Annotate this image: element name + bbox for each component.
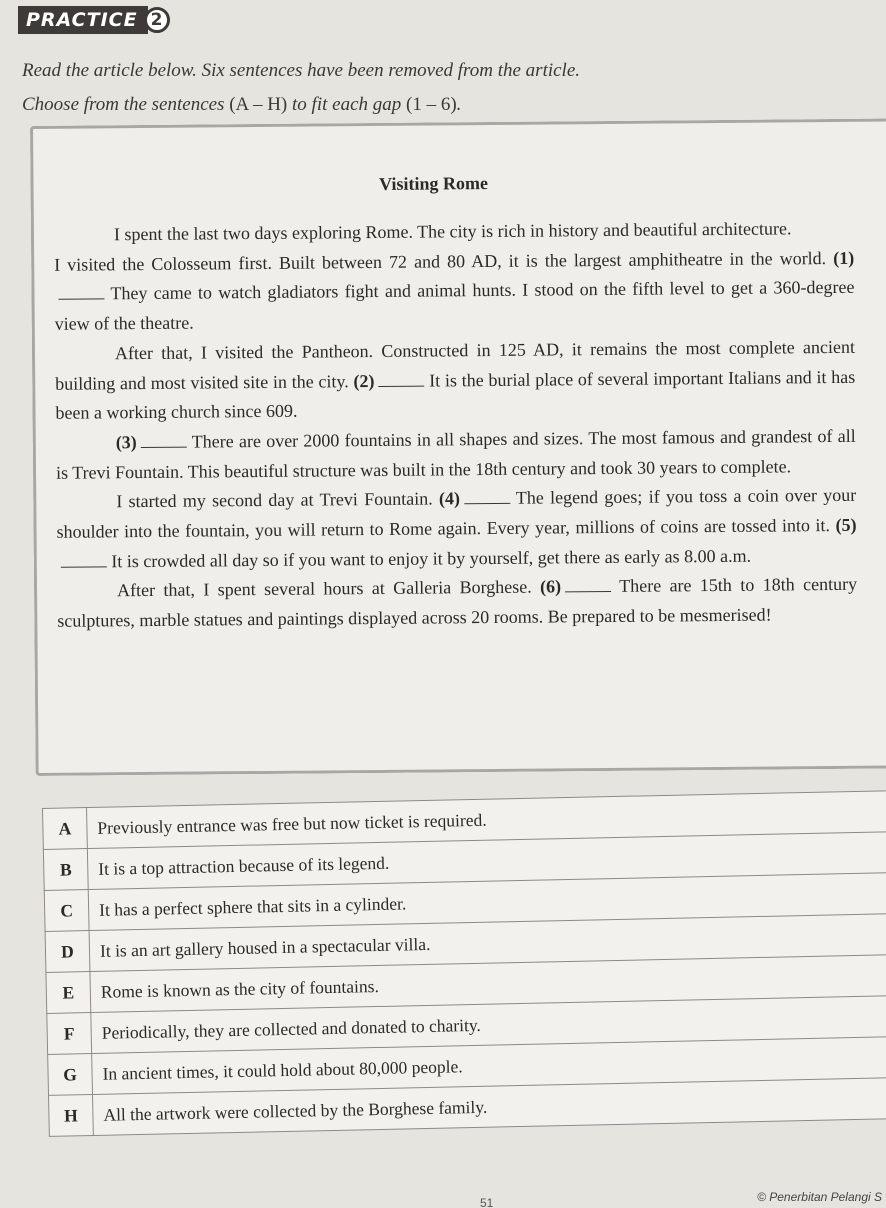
option-text: It has a perfect sphere that sits in a cylinder. (88, 873, 886, 931)
gap-range: (1 – 6) (406, 94, 457, 115)
publisher-credit: © Penerbitan Pelangi S (757, 1190, 882, 1204)
practice-header (18, 6, 170, 34)
gap-2-label: (2) (353, 370, 375, 391)
gap-6-blank[interactable] (565, 578, 611, 592)
gap-3-blank[interactable] (141, 434, 187, 448)
practice-number: 2 (144, 7, 170, 33)
gap-5-label: (5) (835, 514, 857, 536)
option-letter: B (43, 849, 88, 891)
instruction-text: . (456, 94, 462, 115)
option-letter: H (49, 1095, 94, 1137)
gap-1-label: (1) (833, 247, 855, 268)
paragraph-text: I visited the Colosseum first. Built between 72 and 80 AD, it is the largest amphitheatre in the world. (54, 247, 827, 275)
gap-4-blank[interactable] (464, 490, 510, 504)
option-letter: A (43, 808, 88, 850)
paragraph-3 (55, 333, 856, 429)
paragraph-text: The legend goes; if you toss a coin over your shoulder into the fountain, you will return to Rome again. Every year, millions of coins are tossed into it. (56, 485, 857, 542)
option-letter: E (46, 972, 91, 1014)
option-text: In ancient times, it could hold about 80,000 people. (92, 1037, 886, 1095)
instructions (22, 54, 580, 122)
option-letter: D (45, 931, 90, 973)
option-letter: F (47, 1013, 92, 1055)
paragraph-5 (56, 481, 857, 577)
option-letter: C (44, 890, 89, 932)
gap-2-blank[interactable] (378, 372, 424, 386)
paragraph-text: It is the burial place of several important Italians and it has been a working church since 609. (55, 366, 856, 424)
gap-5-blank[interactable] (61, 553, 107, 567)
paragraph-4 (56, 422, 856, 488)
sentence-range: (A – H) (229, 94, 288, 115)
paragraph-text: After that, I visited the Pantheon. Constructed in 125 AD, it remains the most complete ancient building and most visited site in the city. (55, 336, 856, 394)
instruction-text: to fit each gap (287, 94, 406, 115)
paragraph-text: It is crowded all day so if you want to enjoy it by yourself, get there as early as 8.00 a.m. (111, 545, 752, 572)
paragraph-1: I spent the last two days exploring Rome. The city is rich in history and beautiful architecture. (113, 218, 792, 245)
page-number: 51 (480, 1196, 494, 1208)
option-text: All the artwork were collected by the Borghese family. (93, 1078, 886, 1136)
paragraph-text: There are 15th to 18th century sculptures, marble statues and paintings displayed across 20 rooms. Be prepared to be mesmerised! (57, 574, 858, 631)
paragraph-text: They came to watch gladiators fight and animal hunts. I stood on the fifth level to get a 360-degree view of the theatre. (54, 277, 855, 334)
option-text: Periodically, they are collected and donated to charity. (91, 996, 886, 1054)
article-box (30, 119, 886, 776)
gap-1-blank[interactable] (58, 286, 104, 300)
paragraph-text: I started my second day at Trevi Fountain. (116, 488, 433, 512)
gap-6-label: (6) (540, 576, 562, 598)
option-text: It is a top attraction because of its legend. (87, 832, 886, 890)
instruction-line-1: Read the article below. Six sentences have been removed from the article. (22, 60, 581, 81)
option-text: It is an art gallery housed in a spectacular villa. (89, 914, 886, 972)
instruction-text: Choose from the sentences (22, 94, 230, 115)
gap-4-label: (4) (438, 488, 461, 509)
instruction-line-2 (22, 88, 580, 122)
practice-label: PRACTICE (18, 6, 148, 34)
option-text: Rome is known as the city of fountains. (90, 955, 886, 1013)
gap-3-label: (3) (115, 432, 137, 453)
article-body (54, 214, 858, 637)
paragraph-text: There are over 2000 fountains in all shapes and sizes. The most famous and grandest of all is Trevi Fountain. This beautiful structure was built in the 18th century and took 30 years to complete. (55, 425, 856, 483)
option-letter: G (48, 1054, 93, 1096)
paragraph-2 (54, 244, 855, 340)
article-title: Visiting Rome (379, 173, 489, 194)
option-text: Previously entrance was free but now ticket is required. (87, 791, 886, 849)
paragraph-text: After that, I spent several hours at Galleria Borghese. (116, 577, 532, 601)
options-table (42, 790, 886, 1137)
paragraph-6 (57, 570, 857, 636)
